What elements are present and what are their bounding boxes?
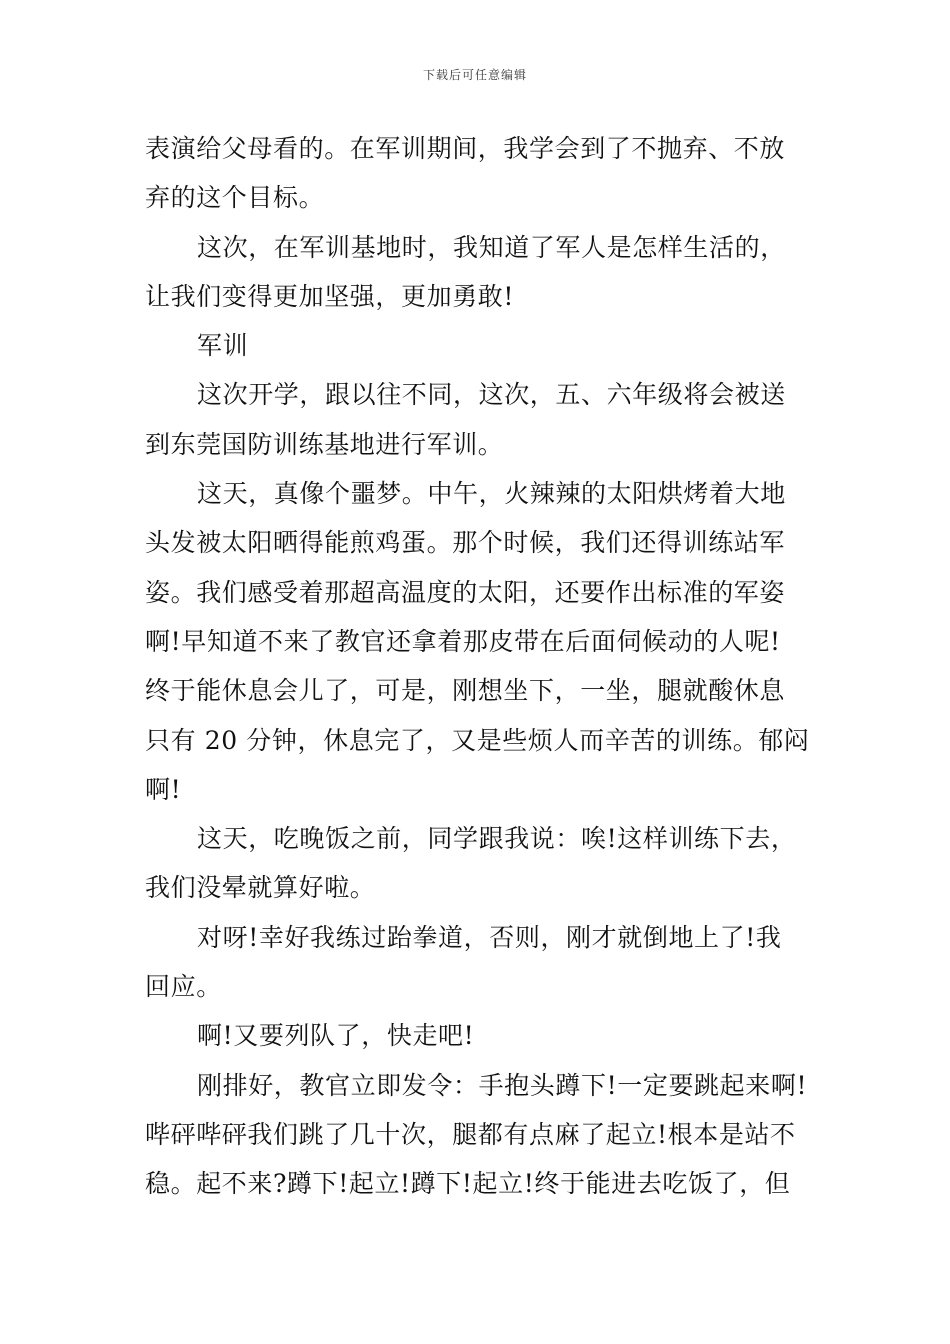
text-line: 只有 20 分钟，休息完了，又是些烦人而辛苦的训练。郁闷 [145,725,810,755]
text-line: 对呀!幸好我练过跆拳道，否则，刚才就倒地上了!我 [197,922,782,952]
text-line: 军训 [197,331,249,361]
page-header: 下载后可任意编辑 [422,68,527,82]
text-line: 弃的这个目标。 [145,183,325,213]
text-line: 这天，吃晚饭之前，同学跟我说：唉!这样训练下去， [197,824,797,854]
text-line: 让我们变得更加坚强，更加勇敢! [145,281,515,311]
text-line: 终于能休息会儿了，可是，刚想坐下，一坐，腿就酸休息 [145,676,786,706]
text-line: 稳。起不来?蹲下!起立!蹲下!起立!终于能进去吃饭了，但 [145,1169,791,1199]
text-line: 姿。我们感受着那超高温度的太阳，还要作出标准的军姿 [145,577,786,607]
text-line: 表演给父母看的。在军训期间，我学会到了不抛弃、不放 [145,134,786,163]
text-line: 头发被太阳晒得能煎鸡蛋。那个时候，我们还得训练站军 [145,528,786,558]
text-line: 这次，在军训基地时，我知道了军人是怎样生活的， [197,232,786,262]
text-line: 我们没晕就算好啦。 [145,873,376,903]
text-line: 啊! [145,774,182,804]
text-line: 啊!又要列队了，快走吧! [197,1021,475,1051]
text-line: 到东莞国防训练基地进行军训。 [145,429,504,459]
text-line: 这次开学，跟以往不同，这次，五、六年级将会被送 [197,380,786,410]
text-line: 哔砰哔砰我们跳了几十次，腿都有点麻了起立!根本是站不 [145,1119,796,1149]
text-line: 这天，真像个噩梦。中午，火辣辣的太阳烘烤着大地 [197,479,786,509]
text-line: 回应。 [145,972,222,1002]
text-line: 啊!早知道不来了教官还拿着那皮带在后面伺候动的人呢! [145,626,781,656]
body-text [145,124,817,1209]
text-line: 刚排好，教官立即发令：手抱头蹲下!一定要跳起来啊! [197,1070,808,1100]
